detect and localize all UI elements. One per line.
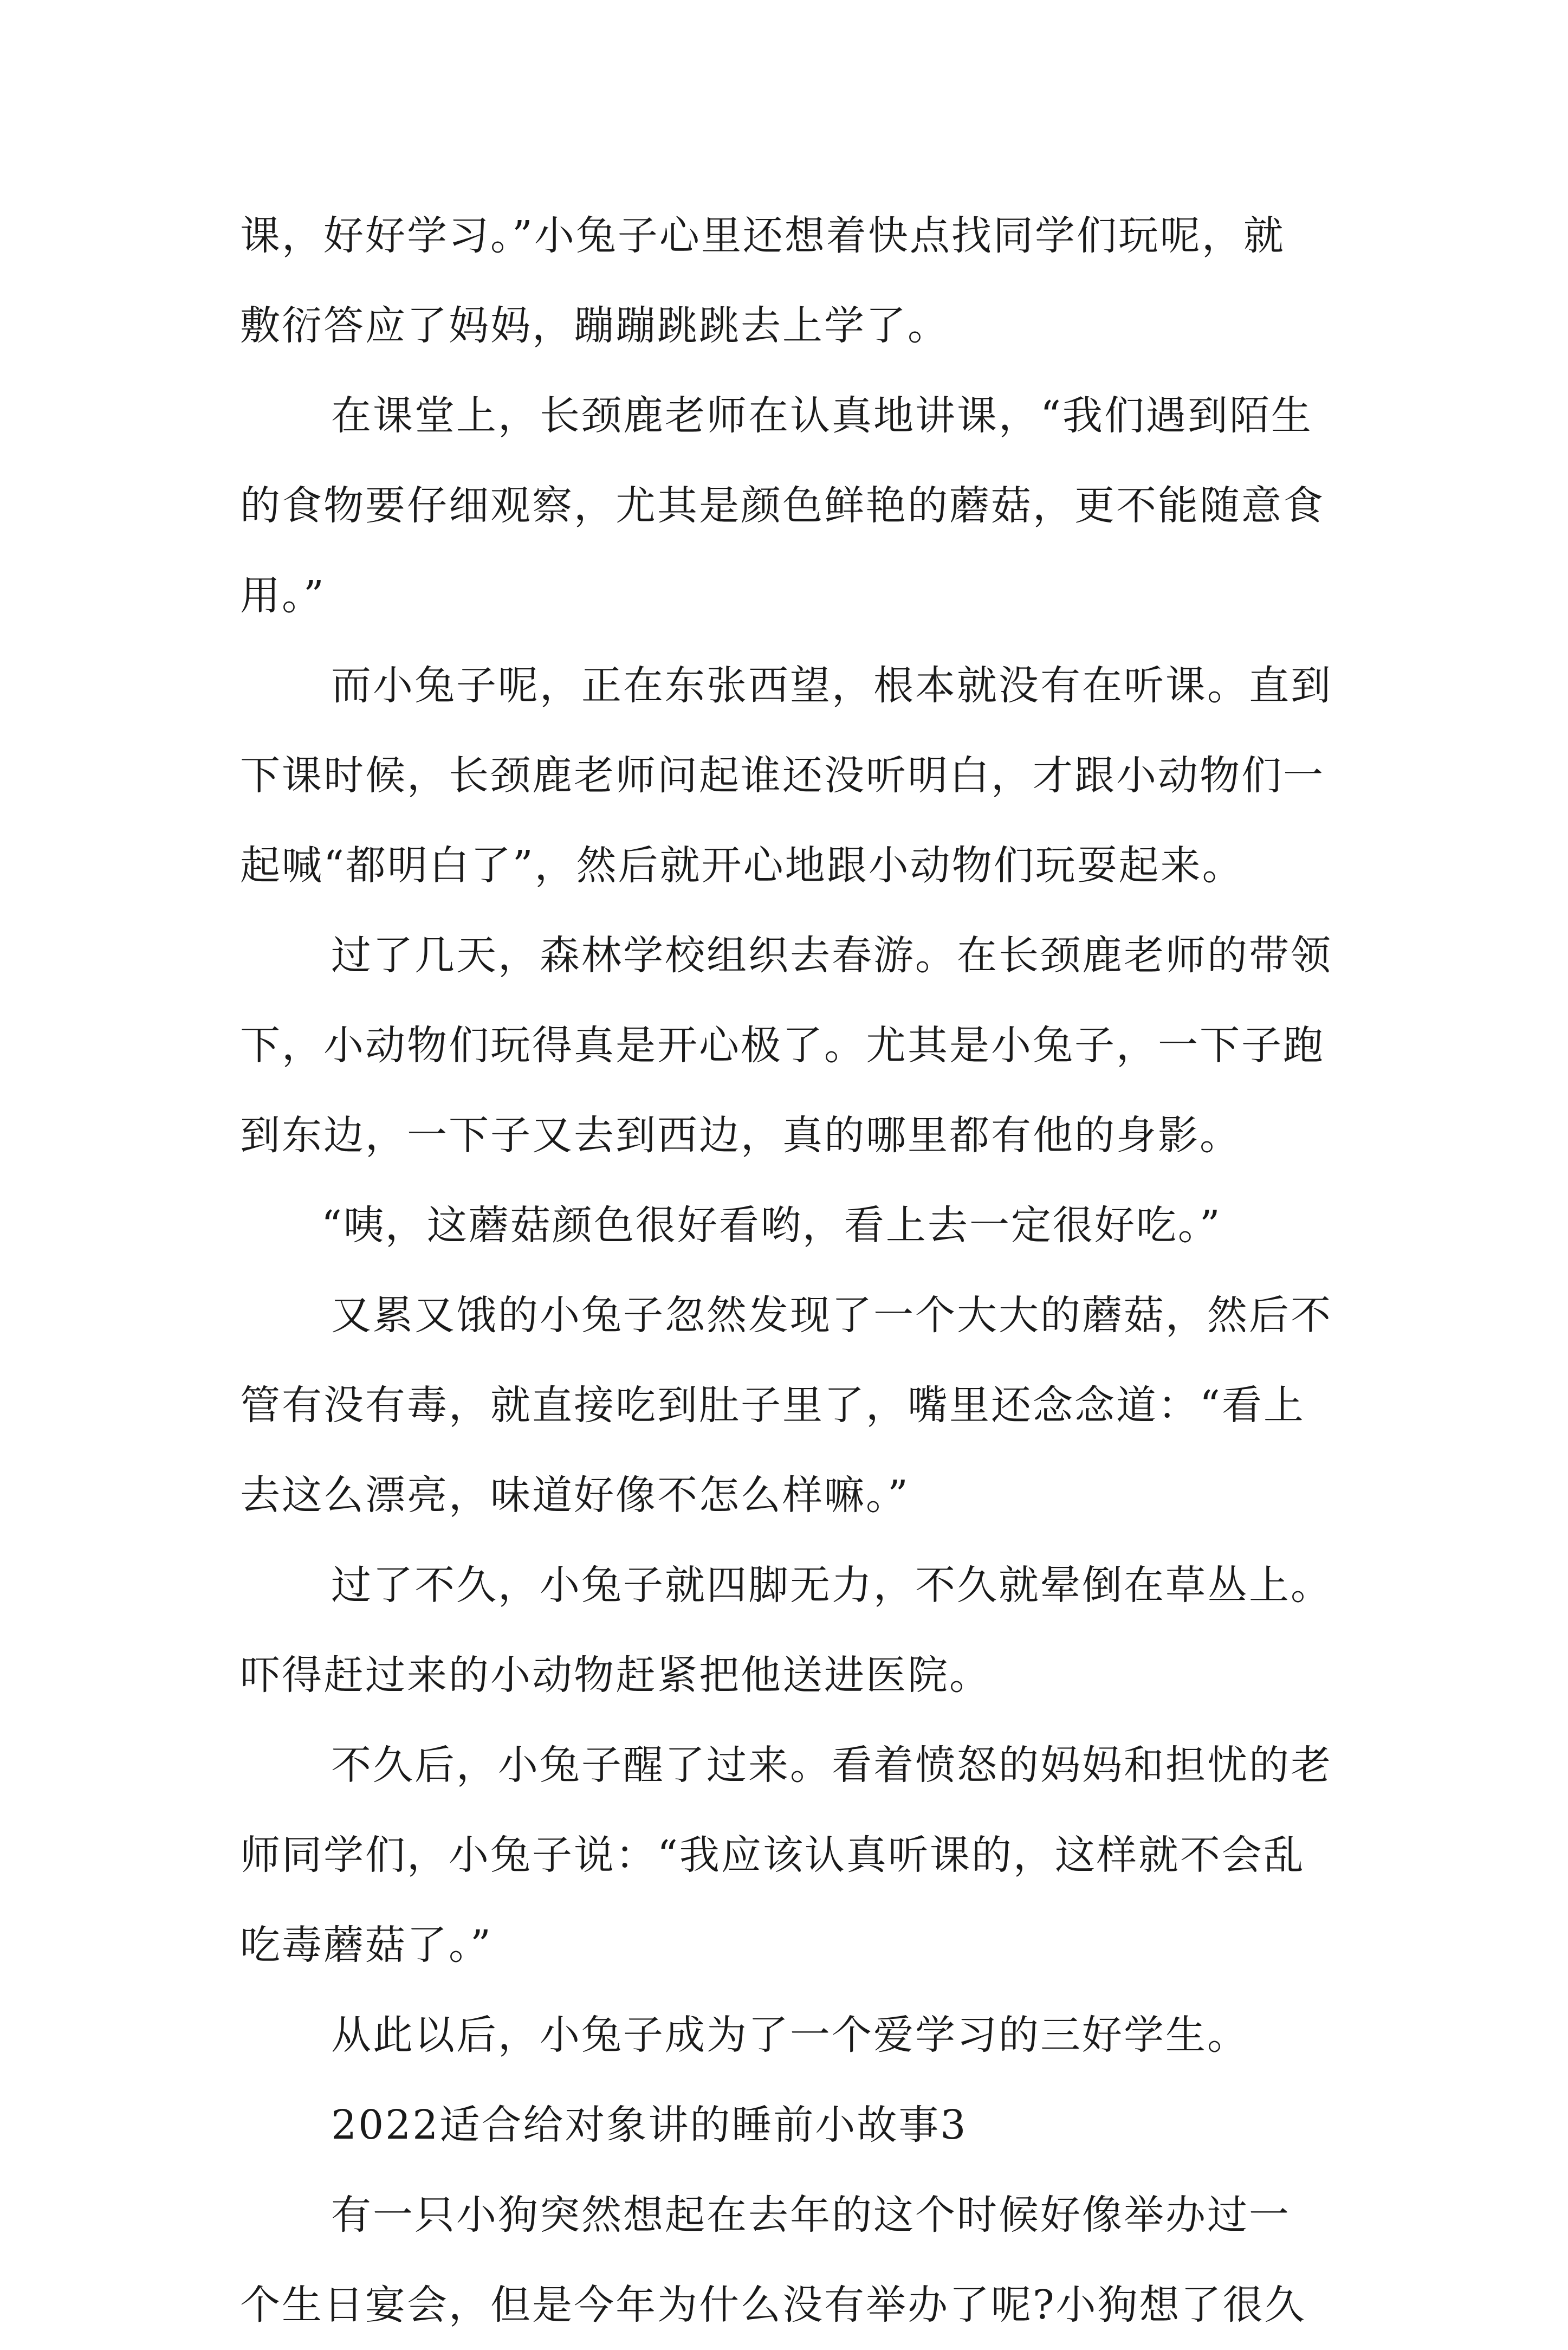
paragraph-start-line: 过了几天，森林学校组织去春游。在长颈鹿老师的带领: [331, 932, 1332, 979]
text-line: 起喊“都明白了”，然后就开心地跟小动物们玩耍起来。: [240, 842, 1244, 889]
text-line: 下课时候，长颈鹿老师问起谁还没听明白，才跟小动物们一: [240, 752, 1325, 799]
text-line: 吃毒蘑菇了。”: [240, 1922, 493, 1968]
text-line: 到东边，一下子又去到西边，真的哪里都有他的身影。: [240, 1112, 1241, 1159]
text-line: 个生日宴会，但是今年为什么没有举办了呢?小狗想了很久: [240, 2282, 1306, 2328]
text-line: 用。”: [240, 572, 326, 619]
paragraph-start-line: 而小兔子呢，正在东张西望，根本就没有在听课。直到: [331, 662, 1332, 709]
text-line: 去这么漂亮，味道好像不怎么样嘛。”: [240, 1472, 910, 1519]
paragraph-start-line: 又累又饿的小兔子忽然发现了一个大大的蘑菇，然后不: [331, 1292, 1332, 1339]
paragraph-start-line: 在课堂上，长颈鹿老师在认真地讲课，“我们遇到陌生: [331, 392, 1313, 439]
paragraph-start-line: 过了不久，小兔子就四脚无力，不久就晕倒在草丛上。: [331, 1562, 1332, 1609]
paragraph-start-line: 从此以后，小兔子成为了一个爱学习的三好学生。: [331, 2012, 1249, 2058]
text-line: 师同学们，小兔子说：“我应该认真听课的，这样就不会乱: [240, 1832, 1305, 1878]
text-line: 吓得赶过来的小动物赶紧把他送进医院。: [240, 1652, 991, 1699]
paragraph-start-line: “咦，这蘑菇颜色很好看哟，看上去一定很好吃。”: [321, 1202, 1222, 1249]
text-line: 的食物要仔细观察，尤其是颜色鲜艳的蘑菇，更不能随意食: [240, 482, 1325, 529]
story-text: [240, 191, 1345, 2350]
paragraph-start-line: 不久后，小兔子醒了过来。看着愤怒的妈妈和担忧的老: [331, 1742, 1332, 1789]
paragraph-start-line: 有一只小狗突然想起在去年的这个时候好像举办过一: [331, 2192, 1291, 2238]
text-line: 课，好好学习。”小兔子心里还想着快点找同学们玩呢，就: [240, 212, 1285, 259]
section-heading: 2022适合给对象讲的睡前小故事3: [331, 2102, 968, 2148]
text-line: 下，小动物们玩得真是开心极了。尤其是小兔子，一下子跑: [240, 1022, 1325, 1069]
text-line: 敷衍答应了妈妈，蹦蹦跳跳去上学了。: [240, 302, 949, 349]
text-line: 管有没有毒，就直接吃到肚子里了，嘴里还念念道：“看上: [240, 1382, 1305, 1429]
